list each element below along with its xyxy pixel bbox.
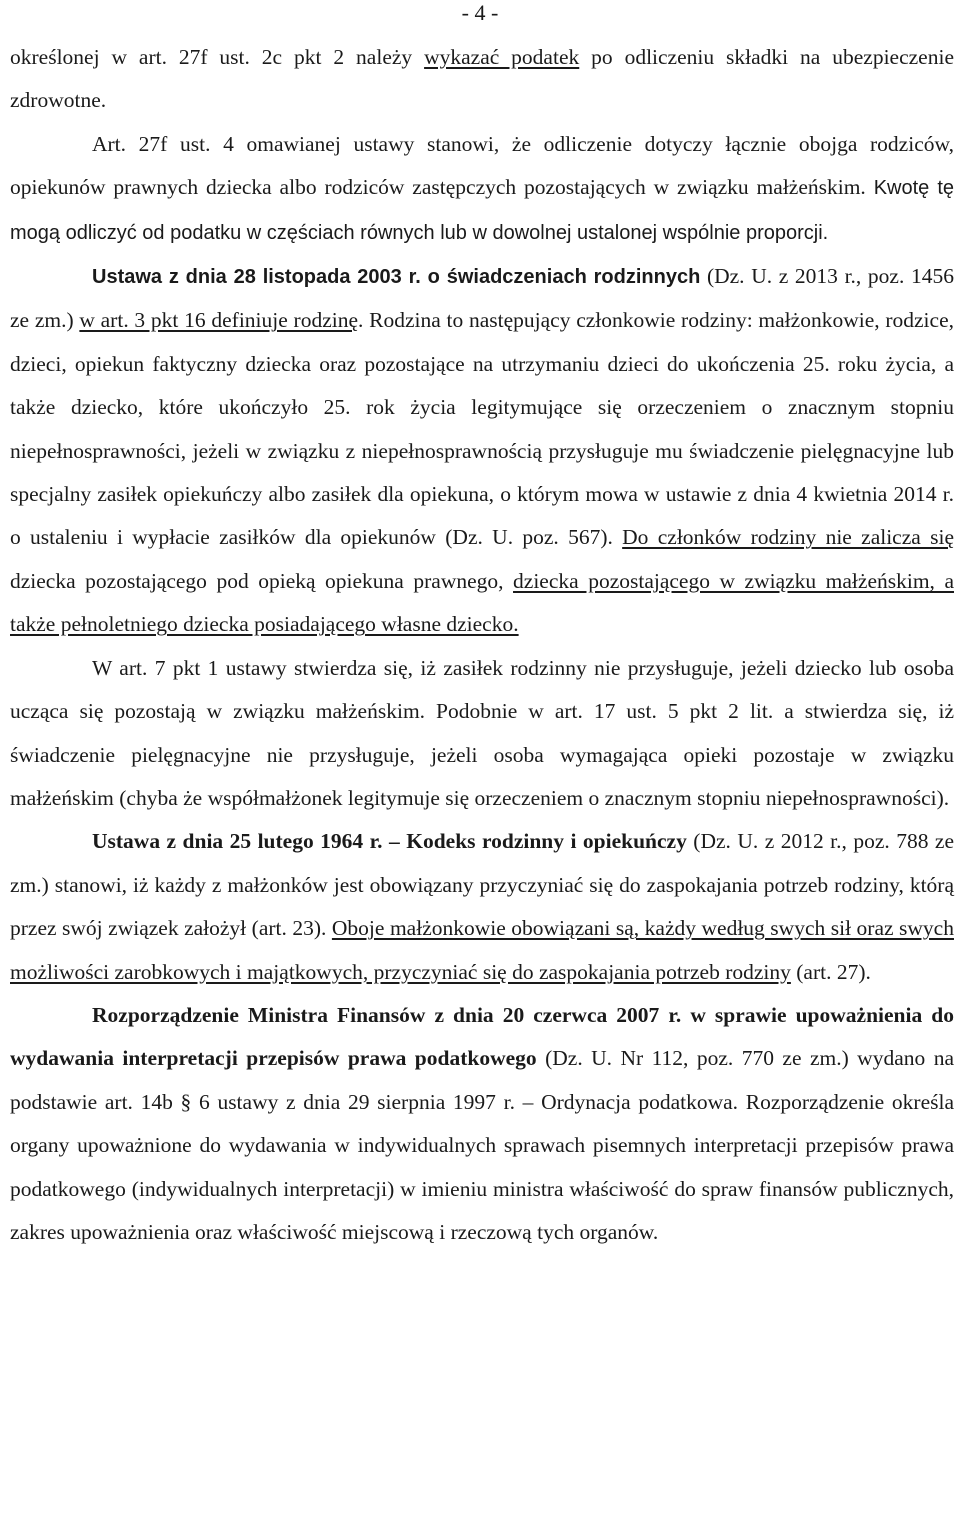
p5-text-2: (art. 27).	[790, 959, 871, 984]
p6-regulation-title: Rozporządzenie Ministra Finansów z dnia 20 czerwca 2007 r. w sprawie upoważnienia do wydawania interpretacji przepisów prawa podatkowego	[10, 1002, 954, 1071]
p3-act-title: Ustawa z dnia 28 listopada 2003 r. o świadczeniach rodzinnych	[92, 266, 701, 289]
paragraph-4	[10, 647, 954, 821]
paragraph-1	[10, 36, 954, 123]
document-body	[10, 36, 954, 1254]
p3-underlined-3: dziecka pozostającego w związku małżeńskim, a także pełnoletniego dziecka posiadającego własne dziecko.	[10, 568, 954, 637]
p3-text-1: (Dz. U. z 2013 r., poz. 1456 ze zm.)	[10, 264, 954, 333]
paragraph-6	[10, 994, 954, 1254]
p1-underlined: wykazać podatek	[424, 45, 580, 69]
p3-text-3: dziecka pozostającego pod opieką opiekuna prawnego,	[10, 568, 514, 593]
paragraph-5	[10, 820, 954, 994]
p4-text-1: W art. 7 pkt 1 ustawy stwierdza się, iż zasiłek rodzinny nie przysługuje, jeżeli dziecko lub osoba ucząca się pozostają w związku małżeńskim. Podobnie w art. 17 ust. 5 pkt 2 lit. a stwierdza się, iż świadczenie pielęgnacyjne nie przysługuje, jeżeli osoba wymagająca opieki pozostaje w związku małżeńskim (chyba że współmałżonek legitymuje się orzeczeniem o znacznym stopniu niepełnosprawności).	[10, 655, 954, 810]
p2-text-2: Kwotę tę mogą odliczyć od podatku w częściach równych lub w dowolnej ustalonej wspólnie proporcji.	[10, 177, 955, 244]
p5-text-1: (Dz. U. z 2012 r., poz. 788 ze zm.) stanowi, iż każdy z małżonków jest obowiązany przyczyniać się do zaspokajania potrzeb rodziny, którą przez swój związek założył (art. 23).	[10, 829, 954, 941]
p5-underlined: Oboje małżonkowie obowiązani są, każdy według swych sił oraz swych możliwości zarobkowych i majątkowych, przyczyniać się do zaspokajania potrzeb rodziny	[10, 916, 954, 984]
p3-text-2: . Rodzina to następujący członkowie rodziny: małżonkowie, rodzice, dzieci, opiekun faktyczny dziecka oraz pozostające na utrzymaniu dzieci do ukończenia 25. roku życia, a także dziecko, które ukończyło 25. rok życia legitymujące się orzeczeniem o znacznym stopniu niepełnosprawności, jeżeli w związku z niepełnosprawnością przysługuje mu świadczenie pielęgnacyjne lub specjalny zasiłek opiekuńczy albo zasiłek dla opiekuna, o którym mowa w ustawie z dnia 4 kwietnia 2014 r. o ustaleniu i wypłacie zasiłków dla opiekunów (Dz. U. poz. 567).	[10, 308, 954, 550]
p2-text-1: Art. 27f ust. 4 omawianej ustawy stanowi, że odliczenie dotyczy łącznie obojga rodziców, opiekunów prawnych dziecka albo rodziców zastępczych pozostających w związku małżeńskim.	[10, 131, 954, 200]
p5-act-title: Ustawa z dnia 25 lutego 1964 r. – Kodeks rodzinny i opiekuńczy	[92, 829, 687, 854]
p6-text-1: (Dz. U. Nr 112, poz. 770 ze zm.) wydano na podstawie art. 14b § 6 ustawy z dnia 29 sierpnia 1997 r. – Ordynacja podatkowa. Rozporządzenie określa organy upoważnione do wydawania w indywidualnych sprawach pisemnych interpretacji przepisów prawa podatkowego (indywidualnych interpretacji) w imieniu ministra właściwość do spraw finansów publicznych, zakres upoważnienia oraz właściwość miejscową i rzeczową tych organów.	[10, 1046, 954, 1244]
p3-underlined-2: Do członków rodziny nie zalicza się	[622, 525, 954, 550]
p1-text-2: po odliczeniu składki na ubezpieczenie zdrowotne.	[10, 45, 954, 113]
paragraph-3	[10, 255, 954, 647]
p3-underlined-1: w art. 3 pkt 16 definiuje rodzinę	[79, 308, 358, 333]
paragraph-2	[10, 123, 954, 255]
page-number: - 4 -	[461, 0, 499, 25]
p1-text-1: określonej w art. 27f ust. 2c pkt 2 należy	[10, 45, 425, 69]
